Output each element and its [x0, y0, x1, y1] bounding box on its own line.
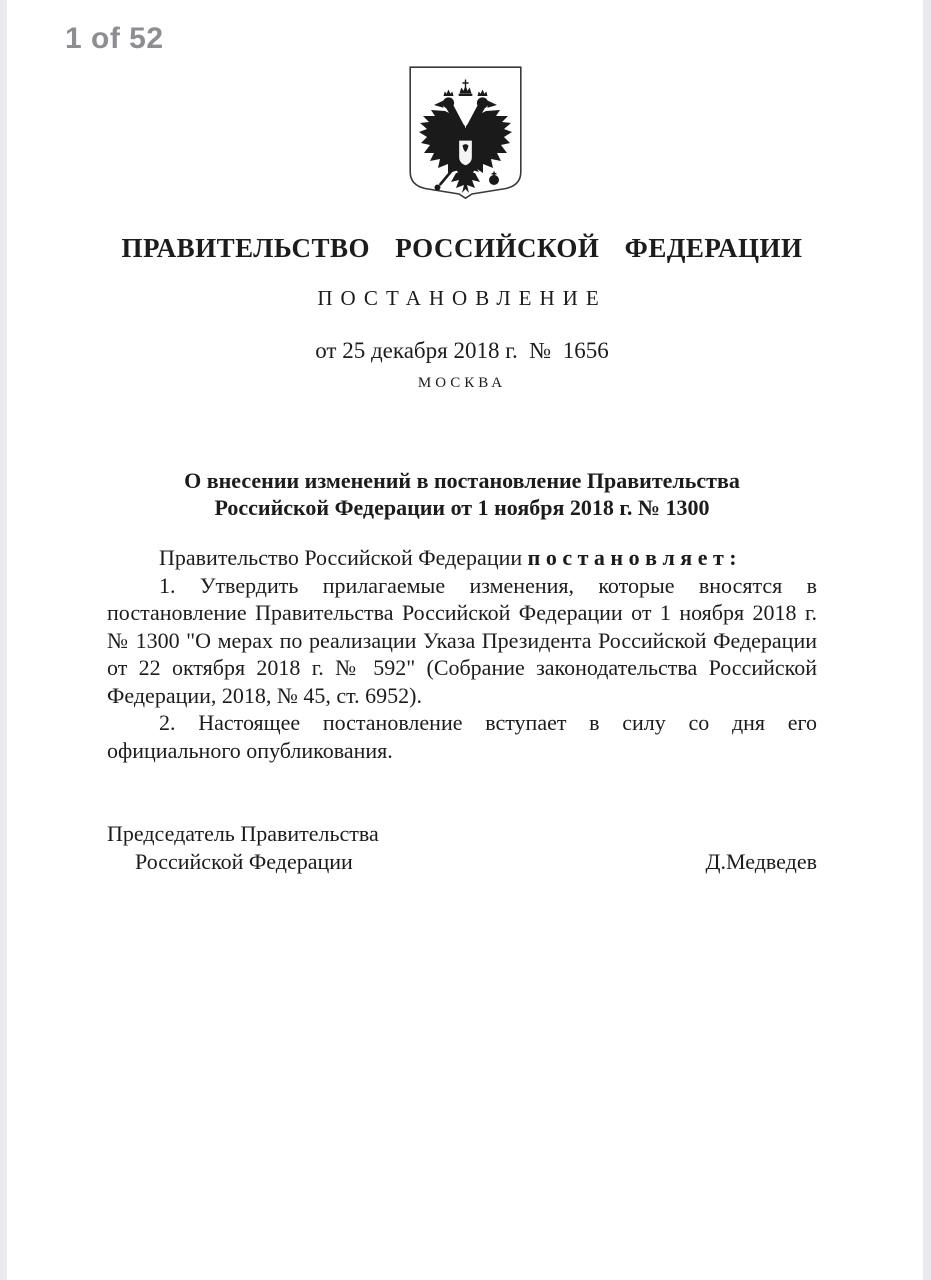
page-edge-left — [0, 0, 7, 1280]
signature-block — [107, 820, 817, 876]
preamble-regular: Правительство Российской Федерации — [159, 545, 523, 570]
document-page — [7, 0, 923, 1280]
doc-title-line1: О внесении изменений в постановление Правительства — [184, 468, 740, 493]
document-body — [7, 233, 923, 876]
page-indicator: 1 of 52 — [65, 22, 164, 55]
doc-title — [107, 467, 817, 521]
doc-city: МОСКВА — [417, 375, 507, 391]
coat-of-arms-icon — [409, 66, 522, 199]
page-edge-right — [923, 0, 931, 1280]
paragraph-2: 2. Настоящее постановление вступает в силу со дня его официального опубликования. — [107, 710, 817, 763]
org-name: ПРАВИТЕЛЬСТВО РОССИЙСКОЙ ФЕДЕРАЦИИ — [121, 233, 803, 263]
doc-title-line2: Российской Федерации от 1 ноября 2018 г. № 1300 — [214, 495, 710, 520]
signature-name: Д.Медведев — [705, 849, 817, 874]
doc-type: ПОСТАНОВЛЕНИЕ — [317, 286, 607, 310]
signature-position-line1: Председатель Правительства — [107, 821, 379, 846]
paragraph-1: 1. Утвердить прилагаемые изменения, которые вносятся в постановление Правительства Российской Федерации от 1 ноября 2018 г. № 1300 "О мерах по реализации Указа Президента Российской Федерации от 22 октября 2018 г. № 592" (Собрание законодательства Российской Федерации, 2018, № 45, ст. 6952). — [107, 572, 817, 708]
preamble-bold: п о с т а н о в л я е т : — [527, 545, 737, 570]
doc-date-number: от 25 декабря 2018 г. № 1656 — [315, 338, 609, 363]
preamble — [107, 544, 817, 572]
signature-position-line2: Российской Федерации — [135, 849, 353, 874]
signature-position — [107, 820, 379, 876]
doc-text — [107, 544, 817, 764]
